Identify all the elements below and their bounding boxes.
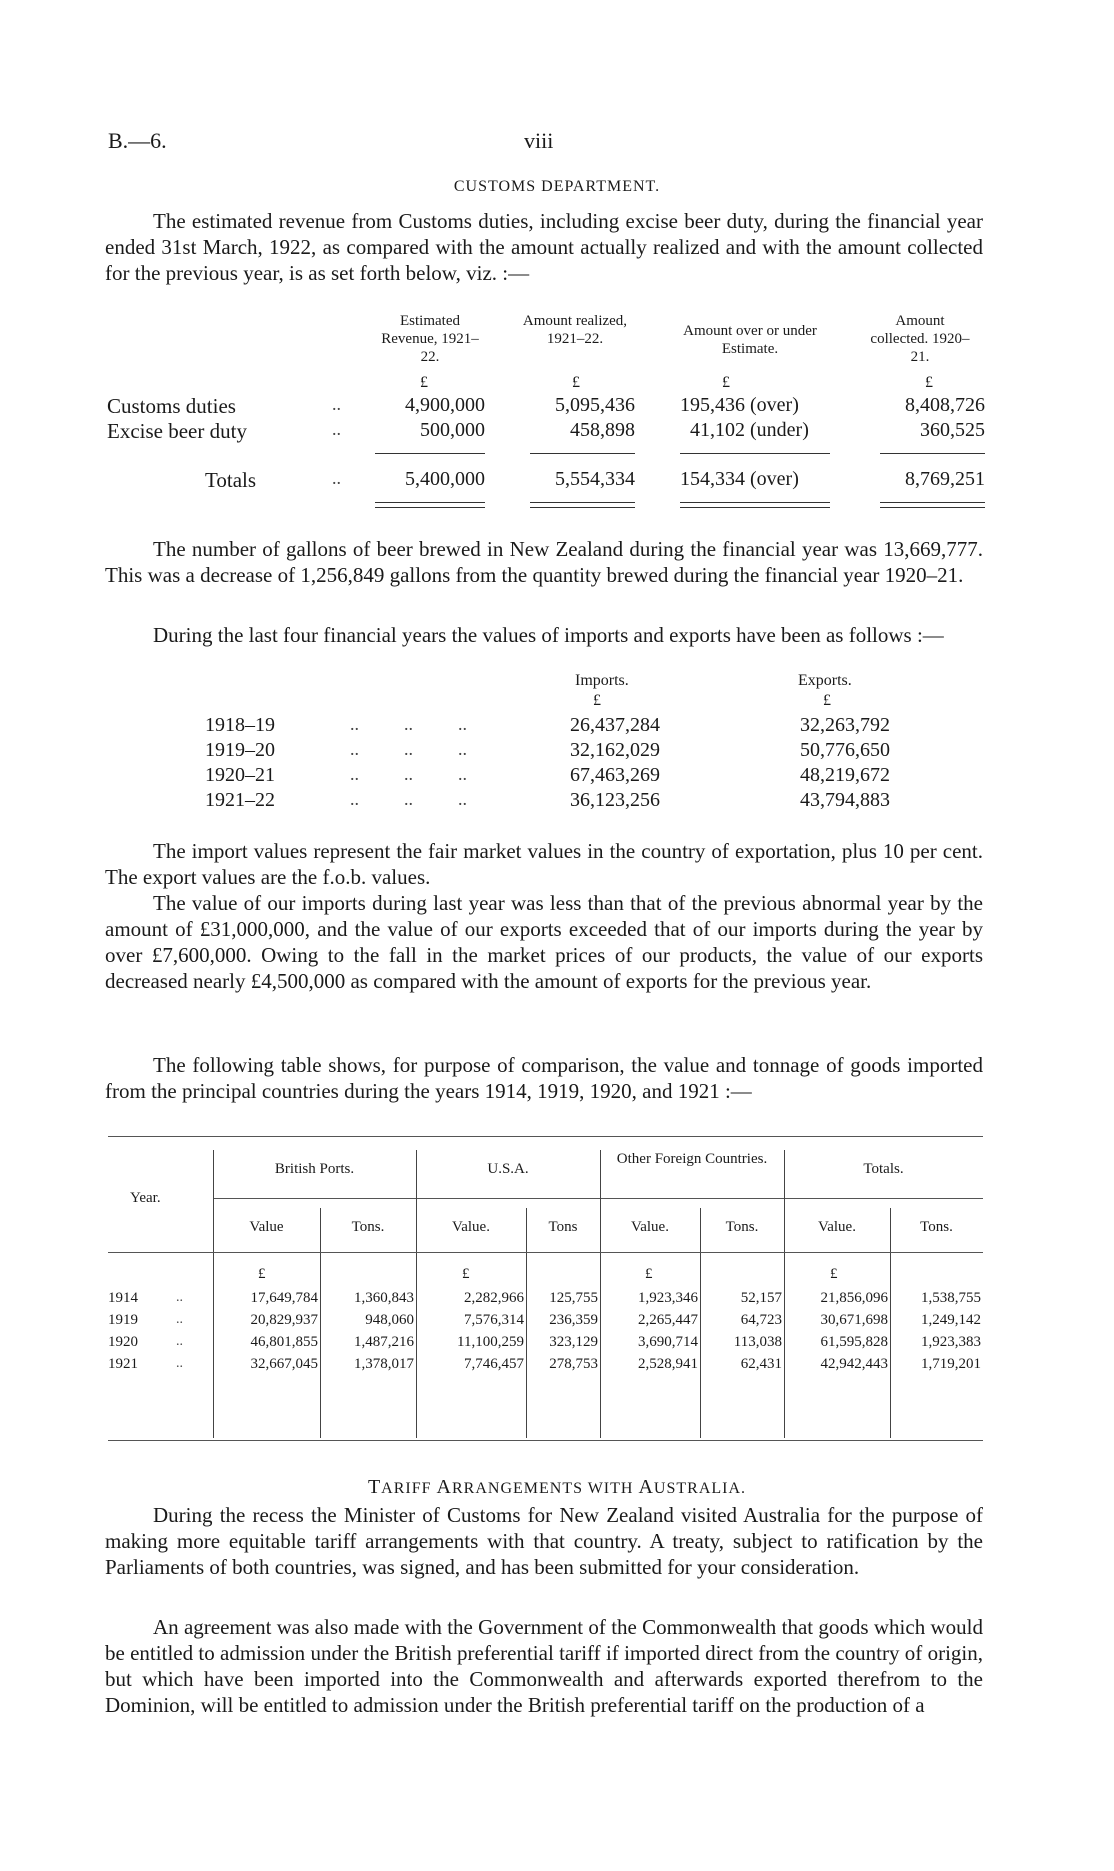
- table-cell: 323,129: [549, 1334, 598, 1350]
- tariff-paragraph-2: An agreement was also made with the Government of the Commonwealth that goods which would be entitled to admission under the British preferential tariff if imported direct from the country of origin, but which have been imported into the Commonwealth and afterwards exported therefrom to the Dominion, will be entitled to admission under the British preferential tariff on the production of a: [105, 1615, 983, 1717]
- col-head-estimated: Estimated Revenue, 1921–22.: [381, 313, 479, 365]
- group-header-rule: [213, 1198, 983, 1199]
- group-totals: Totals.: [863, 1161, 904, 1177]
- row-dots: ..: [176, 1334, 183, 1349]
- totals-diff: 154,334 (over): [680, 468, 799, 490]
- table-row-year: 1914: [108, 1290, 138, 1306]
- table-cell: 17,649,784: [250, 1290, 318, 1306]
- excise-realized: 458,898: [570, 419, 635, 441]
- table-cell: 61,595,828: [820, 1334, 888, 1350]
- header-year: Year.: [130, 1190, 161, 1206]
- table-cell: 1,719,201: [921, 1356, 981, 1372]
- unit-diff: £: [722, 374, 730, 391]
- column-divider: [890, 1208, 891, 1438]
- double-rule: [680, 502, 830, 508]
- table-cell: 11,100,259: [457, 1334, 524, 1350]
- trade-imports: 32,162,029: [570, 739, 660, 761]
- table-cell: 3,690,714: [638, 1334, 698, 1350]
- table-cell: 1,487,216: [354, 1334, 414, 1350]
- row-dots: ..: [176, 1290, 183, 1305]
- customs-collected: 8,408,726: [905, 394, 985, 416]
- col-head-realized: Amount realized, 1921–22.: [522, 313, 628, 347]
- table-cell: 32,667,045: [250, 1356, 318, 1372]
- excise-collected: 360,525: [920, 419, 985, 441]
- table-cell: 7,576,314: [464, 1312, 524, 1328]
- row-dots: ..: [332, 419, 341, 439]
- col-head-collected: Amount collected. 1920–21.: [870, 313, 970, 365]
- column-divider: [320, 1208, 321, 1438]
- unit-collected: £: [925, 374, 933, 391]
- table-cell: 948,060: [365, 1312, 414, 1328]
- table-bottom-border: [108, 1440, 983, 1441]
- beer-paragraph: The number of gallons of beer brewed in New Zealand during the financial year was 13,669,777. This was a decrease of 1,256,849 gallons from the quantity brewed during the financial year 1920–21.: [105, 537, 983, 587]
- customs-diff: 195,436 (over): [680, 394, 799, 416]
- trade-exports: 32,263,792: [800, 714, 890, 736]
- unit-realized: £: [572, 374, 580, 391]
- totals-estimated: 5,400,000: [405, 468, 485, 490]
- column-divider: [526, 1208, 527, 1438]
- subhead: Tons.: [725, 1219, 759, 1235]
- page-number: viii: [524, 128, 554, 153]
- trade-imports: 36,123,256: [570, 789, 660, 811]
- row-dots: .. .. ..: [350, 739, 467, 759]
- table-cell: 52,157: [740, 1290, 782, 1306]
- unit: £: [462, 1266, 470, 1282]
- trade-intro-paragraph: During the last four financial years the values of imports and exports have been as follows :—: [153, 623, 944, 647]
- tariff-paragraph-1: During the recess the Minister of Customs for New Zealand visited Australia for the purpose of making more equitable tariff arrangements with that country. A treaty, subject to ratification by the Parliaments of both countries, was signed, and has been submitted for your consideration.: [105, 1503, 983, 1579]
- import-values-paragraph: The import values represent the fair market values in the country of exportation, plus 10 per cent. The export values are the f.o.b. values.: [105, 839, 983, 889]
- table-cell: 2,528,941: [638, 1356, 698, 1372]
- table-cell: 278,753: [549, 1356, 598, 1372]
- col-head-exports: Exports.: [798, 672, 852, 689]
- customs-intro-paragraph: The estimated revenue from Customs duties, including excise beer duty, during the financial year ended 31st March, 1922, as compared with the amount actually realized and with the amount collected for the previous year, is as set forth below, viz. :—: [105, 209, 983, 285]
- table-cell: 1,538,755: [921, 1290, 981, 1306]
- row-dots: .. .. ..: [350, 789, 467, 809]
- unit: £: [645, 1266, 653, 1282]
- unit-imports: £: [593, 692, 601, 709]
- page-reference: B.—6.: [108, 128, 167, 153]
- row-label-totals: Totals: [205, 468, 257, 492]
- group-usa: U.S.A.: [487, 1161, 529, 1177]
- table-cell: 64,723: [740, 1312, 782, 1328]
- unit: £: [830, 1266, 838, 1282]
- table-row-year: 1919: [108, 1312, 138, 1328]
- sum-rule: [375, 453, 485, 454]
- row-dots: .. .. ..: [350, 714, 467, 734]
- table-row-year: 1921: [108, 1356, 138, 1372]
- table-cell: 236,359: [549, 1312, 598, 1328]
- unit: £: [258, 1266, 266, 1282]
- subhead: Value.: [452, 1219, 490, 1235]
- col-head-over-under: Amount over or under Estimate.: [683, 323, 817, 357]
- table-cell: 1,360,843: [354, 1290, 414, 1306]
- table-cell: 1,249,142: [921, 1312, 981, 1328]
- double-rule: [530, 502, 635, 508]
- trade-imports: 67,463,269: [570, 764, 660, 786]
- table-cell: 46,801,855: [250, 1334, 318, 1350]
- subhead: Tons.: [351, 1219, 385, 1235]
- sum-rule: [530, 453, 635, 454]
- trade-exports: 43,794,883: [800, 789, 890, 811]
- totals-realized: 5,554,334: [555, 468, 635, 490]
- customs-realized: 5,095,436: [555, 394, 635, 416]
- trade-year: 1919–20: [205, 739, 275, 761]
- table-row-year: 1920: [108, 1334, 138, 1350]
- row-dots: ..: [332, 468, 341, 488]
- table-cell: 42,942,443: [820, 1356, 888, 1372]
- customs-estimated: 4,900,000: [405, 394, 485, 416]
- excise-estimated: 500,000: [420, 419, 485, 441]
- row-dots: ..: [176, 1312, 183, 1327]
- trade-year: 1918–19: [205, 714, 275, 736]
- group-british-ports: British Ports.: [274, 1161, 355, 1177]
- column-divider: [700, 1208, 701, 1438]
- table-top-border: [108, 1136, 983, 1137]
- trade-year: 1920–21: [205, 764, 275, 786]
- excise-diff: 41,102 (under): [690, 419, 809, 441]
- section-title-customs: CUSTOMS DEPARTMENT.: [453, 178, 661, 195]
- sum-rule: [880, 453, 985, 454]
- unit-estimated: £: [420, 374, 428, 391]
- row-label-excise-beer-duty: Excise beer duty: [107, 419, 247, 443]
- value-of-imports-paragraph: The value of our imports during last year was less than that of the previous abnormal year by the amount of £31,000,000, and the value of our exports exceeded that of our imports during the year by over £7,600,000. Owing to the fall in the market prices of our products, the value of our exports decreased nearly £4,500,000 as compared with the amount of exports for the previous year.: [105, 891, 983, 993]
- double-rule: [880, 502, 985, 508]
- row-dots: ..: [176, 1356, 183, 1371]
- trade-year: 1921–22: [205, 789, 275, 811]
- subhead: Value: [249, 1219, 284, 1235]
- sum-rule: [680, 453, 830, 454]
- row-label-customs-duties: Customs duties: [107, 394, 236, 418]
- unit-exports: £: [823, 692, 831, 709]
- table-cell: 2,282,966: [464, 1290, 524, 1306]
- table-cell: 7,746,457: [464, 1356, 524, 1372]
- table-cell: 113,038: [733, 1334, 782, 1350]
- header-bottom-rule: [108, 1252, 983, 1253]
- table-cell: 30,671,698: [820, 1312, 888, 1328]
- totals-collected: 8,769,251: [905, 468, 985, 490]
- group-other-foreign: Other Foreign Countries.: [616, 1151, 768, 1167]
- section-title-tariff: TARIFF ARRANGEMENTS WITH AUSTRALIA.: [367, 1476, 747, 1498]
- table-cell: 125,755: [549, 1290, 598, 1306]
- trade-exports: 48,219,672: [800, 764, 890, 786]
- table-cell: 20,829,937: [250, 1312, 318, 1328]
- table-cell: 2,265,447: [638, 1312, 698, 1328]
- trade-imports: 26,437,284: [570, 714, 660, 736]
- row-dots: .. .. ..: [350, 764, 467, 784]
- subhead: Tons.: [920, 1219, 953, 1235]
- table-cell: 1,378,017: [354, 1356, 414, 1372]
- table-cell: 21,856,096: [820, 1290, 888, 1306]
- table-cell: 1,923,346: [638, 1290, 698, 1306]
- subhead: Tons: [548, 1219, 578, 1235]
- following-table-paragraph: The following table shows, for purpose of comparison, the value and tonnage of goods imported from the principal countries during the years 1914, 1919, 1920, and 1921 :—: [105, 1053, 983, 1103]
- subhead: Value.: [818, 1219, 856, 1235]
- row-dots: ..: [332, 394, 341, 414]
- trade-exports: 50,776,650: [800, 739, 890, 761]
- subhead: Value.: [631, 1219, 669, 1235]
- col-head-imports: Imports.: [575, 672, 629, 689]
- table-cell: 1,923,383: [921, 1334, 981, 1350]
- double-rule: [375, 502, 485, 508]
- table-cell: 62,431: [740, 1356, 782, 1372]
